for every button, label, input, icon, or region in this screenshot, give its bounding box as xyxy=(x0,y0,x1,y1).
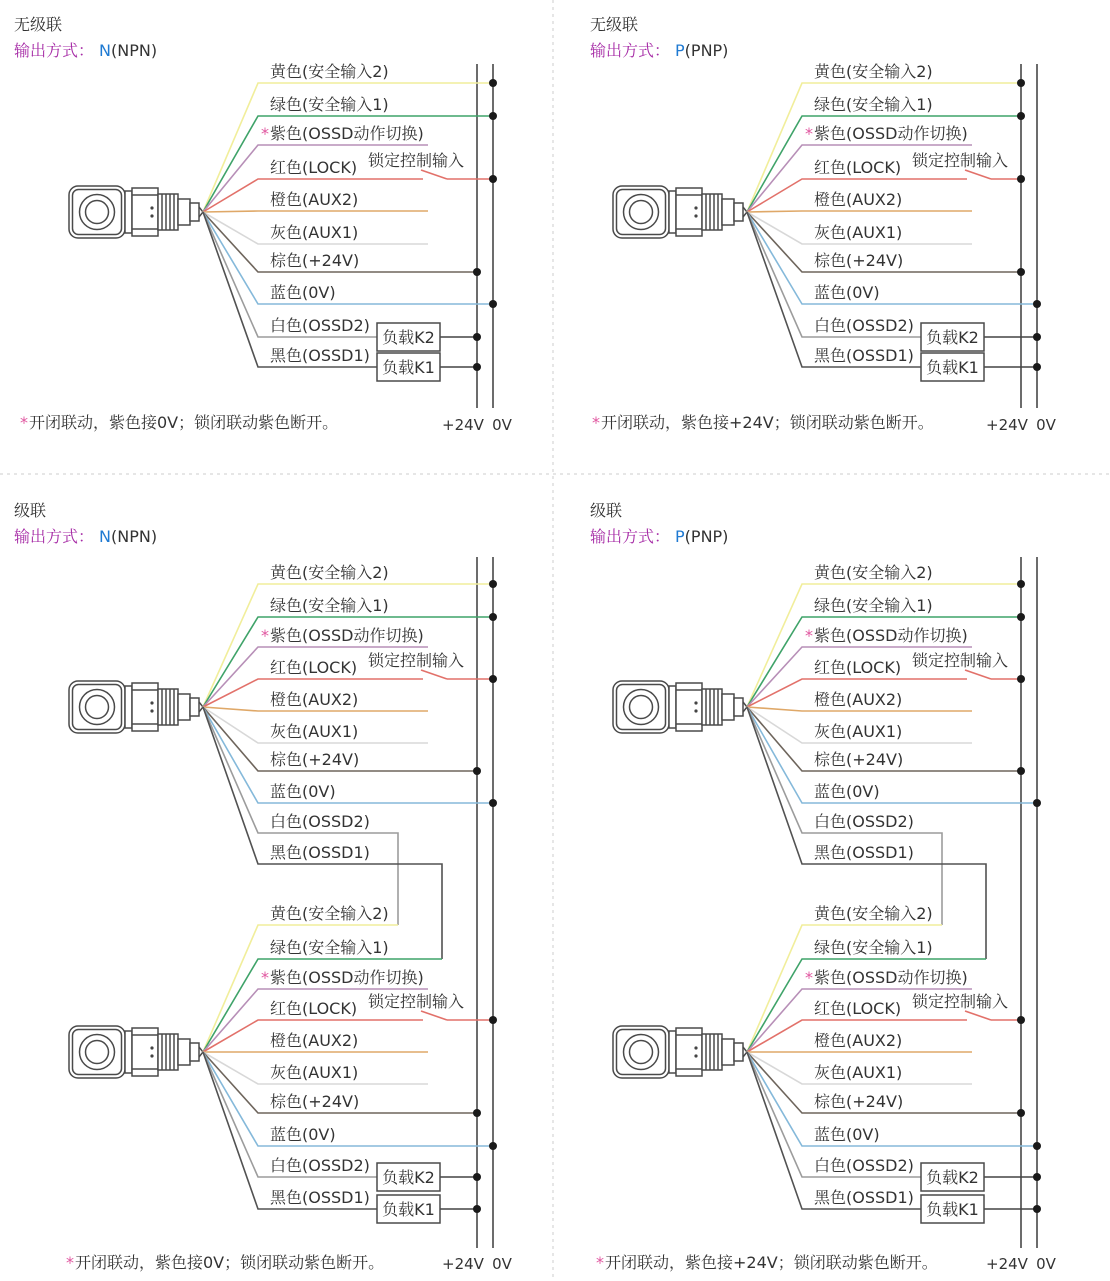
footnote xyxy=(66,1254,384,1271)
asterisk: * xyxy=(805,124,813,143)
footnote xyxy=(20,414,338,431)
output-mode-letter: P xyxy=(675,527,685,546)
rail-voltage-label-0v: 0V xyxy=(1036,416,1056,434)
wire-label-black: 黑色(OSSD1) xyxy=(814,1188,914,1207)
load-k2-label: 负载K2 xyxy=(382,328,435,347)
wire-label-red: 红色(LOCK) xyxy=(814,999,902,1018)
wire-label-brown: 棕色(+24V) xyxy=(270,1092,360,1111)
asterisk: * xyxy=(66,1253,74,1272)
wire-label-orange: 橙色(AUX2) xyxy=(814,190,903,209)
wire-label-orange: 橙色(AUX2) xyxy=(270,190,359,209)
wire-label-red: 红色(LOCK) xyxy=(814,158,902,177)
output-mode-type: (NPN) xyxy=(110,527,158,546)
wire-label-brown: 棕色(+24V) xyxy=(814,251,904,270)
footnote xyxy=(592,414,934,431)
wire-label-orange: 橙色(AUX2) xyxy=(270,690,359,709)
wire-label-gray: 灰色(AUX1) xyxy=(814,1063,903,1082)
quadrant-title: 无级联 xyxy=(590,15,639,34)
rail-voltage-label-0v: 0V xyxy=(492,1255,512,1273)
wire-label-white: 白色(OSSD2) xyxy=(270,316,370,335)
load-k1-label: 负载K1 xyxy=(382,1200,435,1219)
wire-label-purple xyxy=(261,125,424,142)
output-mode xyxy=(14,528,157,545)
wire-label-gray: 灰色(AUX1) xyxy=(270,223,359,242)
rail-voltage-label-24v: +24V xyxy=(442,1255,484,1273)
load-k2-label: 负载K2 xyxy=(926,328,979,347)
wire-label-purple xyxy=(261,627,424,644)
footnote-text: 开闭联动，紫色接0V；锁闭联动紫色断开。 xyxy=(75,1253,385,1272)
sensor-device-icon xyxy=(613,186,747,238)
wire-label-brown: 棕色(+24V) xyxy=(270,750,360,769)
output-mode-type: (NPN) xyxy=(110,41,158,60)
wire-label-orange: 橙色(AUX2) xyxy=(270,1031,359,1050)
lock-control-label: 锁定控制输入 xyxy=(368,651,465,670)
wire-label-white: 白色(OSSD2) xyxy=(814,316,914,335)
wire-label-gray: 灰色(AUX1) xyxy=(270,1063,359,1082)
output-mode xyxy=(14,42,157,59)
wire-label-white: 白色(OSSD2) xyxy=(270,1156,370,1175)
load-k1-label: 负载K1 xyxy=(382,358,435,377)
wire-label-green: 绿色(安全输入1) xyxy=(814,938,933,957)
wire-label-purple-text: 紫色(OSSD动作切换) xyxy=(814,968,968,987)
lock-control-label: 锁定控制输入 xyxy=(912,151,1009,170)
wire-label-yellow: 黄色(安全输入2) xyxy=(270,563,389,582)
wire-label-purple-text: 紫色(OSSD动作切换) xyxy=(814,626,968,645)
wire-label-red: 红色(LOCK) xyxy=(814,658,902,677)
wire-label-green: 绿色(安全输入1) xyxy=(814,95,933,114)
wire-label-black: 黑色(OSSD1) xyxy=(814,843,914,862)
asterisk: * xyxy=(20,413,28,432)
output-mode-letter: N xyxy=(99,41,111,60)
wire-label-purple-text: 紫色(OSSD动作切换) xyxy=(270,124,424,143)
output-mode-type: (PNP) xyxy=(684,41,729,60)
output-mode-type: (PNP) xyxy=(684,527,729,546)
wire-label-blue: 蓝色(0V) xyxy=(270,782,336,801)
wire-label-white: 白色(OSSD2) xyxy=(270,812,370,831)
wire-label-green: 绿色(安全输入1) xyxy=(270,596,389,615)
output-mode-label: 输出方式： xyxy=(14,41,95,60)
load-k1-label: 负载K1 xyxy=(926,1200,979,1219)
quadrant-title: 级联 xyxy=(590,501,623,520)
wire-label-yellow: 黄色(安全输入2) xyxy=(814,904,933,923)
wire-label-purple-text: 紫色(OSSD动作切换) xyxy=(814,124,968,143)
wire-label-brown: 棕色(+24V) xyxy=(270,251,360,270)
wire-label-purple xyxy=(805,969,968,986)
footnote-text: 开闭联动，紫色接+24V；锁闭联动紫色断开。 xyxy=(605,1253,938,1272)
asterisk: * xyxy=(805,626,813,645)
quadrant-title: 级联 xyxy=(14,501,47,520)
rail-voltage-label-24v: +24V xyxy=(986,1255,1028,1273)
wire-label-black: 黑色(OSSD1) xyxy=(270,346,370,365)
rail-voltage-label-24v: +24V xyxy=(442,416,484,434)
footnote-text: 开闭联动，紫色接0V；锁闭联动紫色断开。 xyxy=(29,413,339,432)
wire-label-green: 绿色(安全输入1) xyxy=(814,596,933,615)
wire-label-blue: 蓝色(0V) xyxy=(814,1125,880,1144)
output-mode-letter: P xyxy=(675,41,685,60)
asterisk: * xyxy=(261,968,269,987)
wire-label-gray: 灰色(AUX1) xyxy=(814,223,903,242)
footnote-text: 开闭联动，紫色接+24V；锁闭联动紫色断开。 xyxy=(601,413,934,432)
sensor-device-icon xyxy=(613,1026,747,1078)
sensor-device-icon xyxy=(613,681,747,733)
wire-label-purple-text: 紫色(OSSD动作切换) xyxy=(270,968,424,987)
wire-label-green: 绿色(安全输入1) xyxy=(270,938,389,957)
sensor-device-icon xyxy=(69,186,203,238)
wire-label-black: 黑色(OSSD1) xyxy=(814,346,914,365)
footnote xyxy=(596,1254,938,1271)
wire-label-purple xyxy=(261,969,424,986)
output-mode xyxy=(590,42,728,59)
asterisk: * xyxy=(592,413,600,432)
wire-label-red: 红色(LOCK) xyxy=(270,658,358,677)
wire-label-black: 黑色(OSSD1) xyxy=(270,1188,370,1207)
output-mode-label: 输出方式： xyxy=(14,527,95,546)
wire-label-purple-text: 紫色(OSSD动作切换) xyxy=(270,626,424,645)
output-mode-letter: N xyxy=(99,527,111,546)
wire-label-yellow: 黄色(安全输入2) xyxy=(270,904,389,923)
sensor-device-icon xyxy=(69,1026,203,1078)
wire-label-brown: 棕色(+24V) xyxy=(814,1092,904,1111)
wire-label-purple xyxy=(805,627,968,644)
wire-label-purple xyxy=(805,125,968,142)
wire-label-blue: 蓝色(0V) xyxy=(814,283,880,302)
wire-label-white: 白色(OSSD2) xyxy=(814,1156,914,1175)
output-mode-label: 输出方式： xyxy=(590,41,671,60)
lock-control-label: 锁定控制输入 xyxy=(368,992,465,1011)
asterisk: * xyxy=(261,124,269,143)
lock-control-label: 锁定控制输入 xyxy=(912,992,1009,1011)
wire-label-blue: 蓝色(0V) xyxy=(814,782,880,801)
wire-label-yellow: 黄色(安全输入2) xyxy=(814,62,933,81)
load-k1-label: 负载K1 xyxy=(926,358,979,377)
lock-control-label: 锁定控制输入 xyxy=(912,651,1009,670)
wire-label-white: 白色(OSSD2) xyxy=(814,812,914,831)
asterisk: * xyxy=(805,968,813,987)
wire-label-yellow: 黄色(安全输入2) xyxy=(270,62,389,81)
wire-label-blue: 蓝色(0V) xyxy=(270,283,336,302)
rail-voltage-label-0v: 0V xyxy=(492,416,512,434)
sensor-device-icon xyxy=(69,681,203,733)
lock-control-label: 锁定控制输入 xyxy=(368,151,465,170)
wire-label-orange: 橙色(AUX2) xyxy=(814,690,903,709)
asterisk: * xyxy=(596,1253,604,1272)
wire-label-black: 黑色(OSSD1) xyxy=(270,843,370,862)
wire-label-yellow: 黄色(安全输入2) xyxy=(814,563,933,582)
wire-label-red: 红色(LOCK) xyxy=(270,999,358,1018)
quadrant-title: 无级联 xyxy=(14,15,63,34)
wire-label-green: 绿色(安全输入1) xyxy=(270,95,389,114)
wire-label-brown: 棕色(+24V) xyxy=(814,750,904,769)
rail-voltage-label-24v: +24V xyxy=(986,416,1028,434)
load-k2-label: 负载K2 xyxy=(382,1168,435,1187)
output-mode-label: 输出方式： xyxy=(590,527,671,546)
output-mode xyxy=(590,528,728,545)
asterisk: * xyxy=(261,626,269,645)
rail-voltage-label-0v: 0V xyxy=(1036,1255,1056,1273)
wire-label-gray: 灰色(AUX1) xyxy=(270,722,359,741)
wire-label-gray: 灰色(AUX1) xyxy=(814,722,903,741)
wire-label-red: 红色(LOCK) xyxy=(270,158,358,177)
load-k2-label: 负载K2 xyxy=(926,1168,979,1187)
wire-label-orange: 橙色(AUX2) xyxy=(814,1031,903,1050)
wire-label-blue: 蓝色(0V) xyxy=(270,1125,336,1144)
